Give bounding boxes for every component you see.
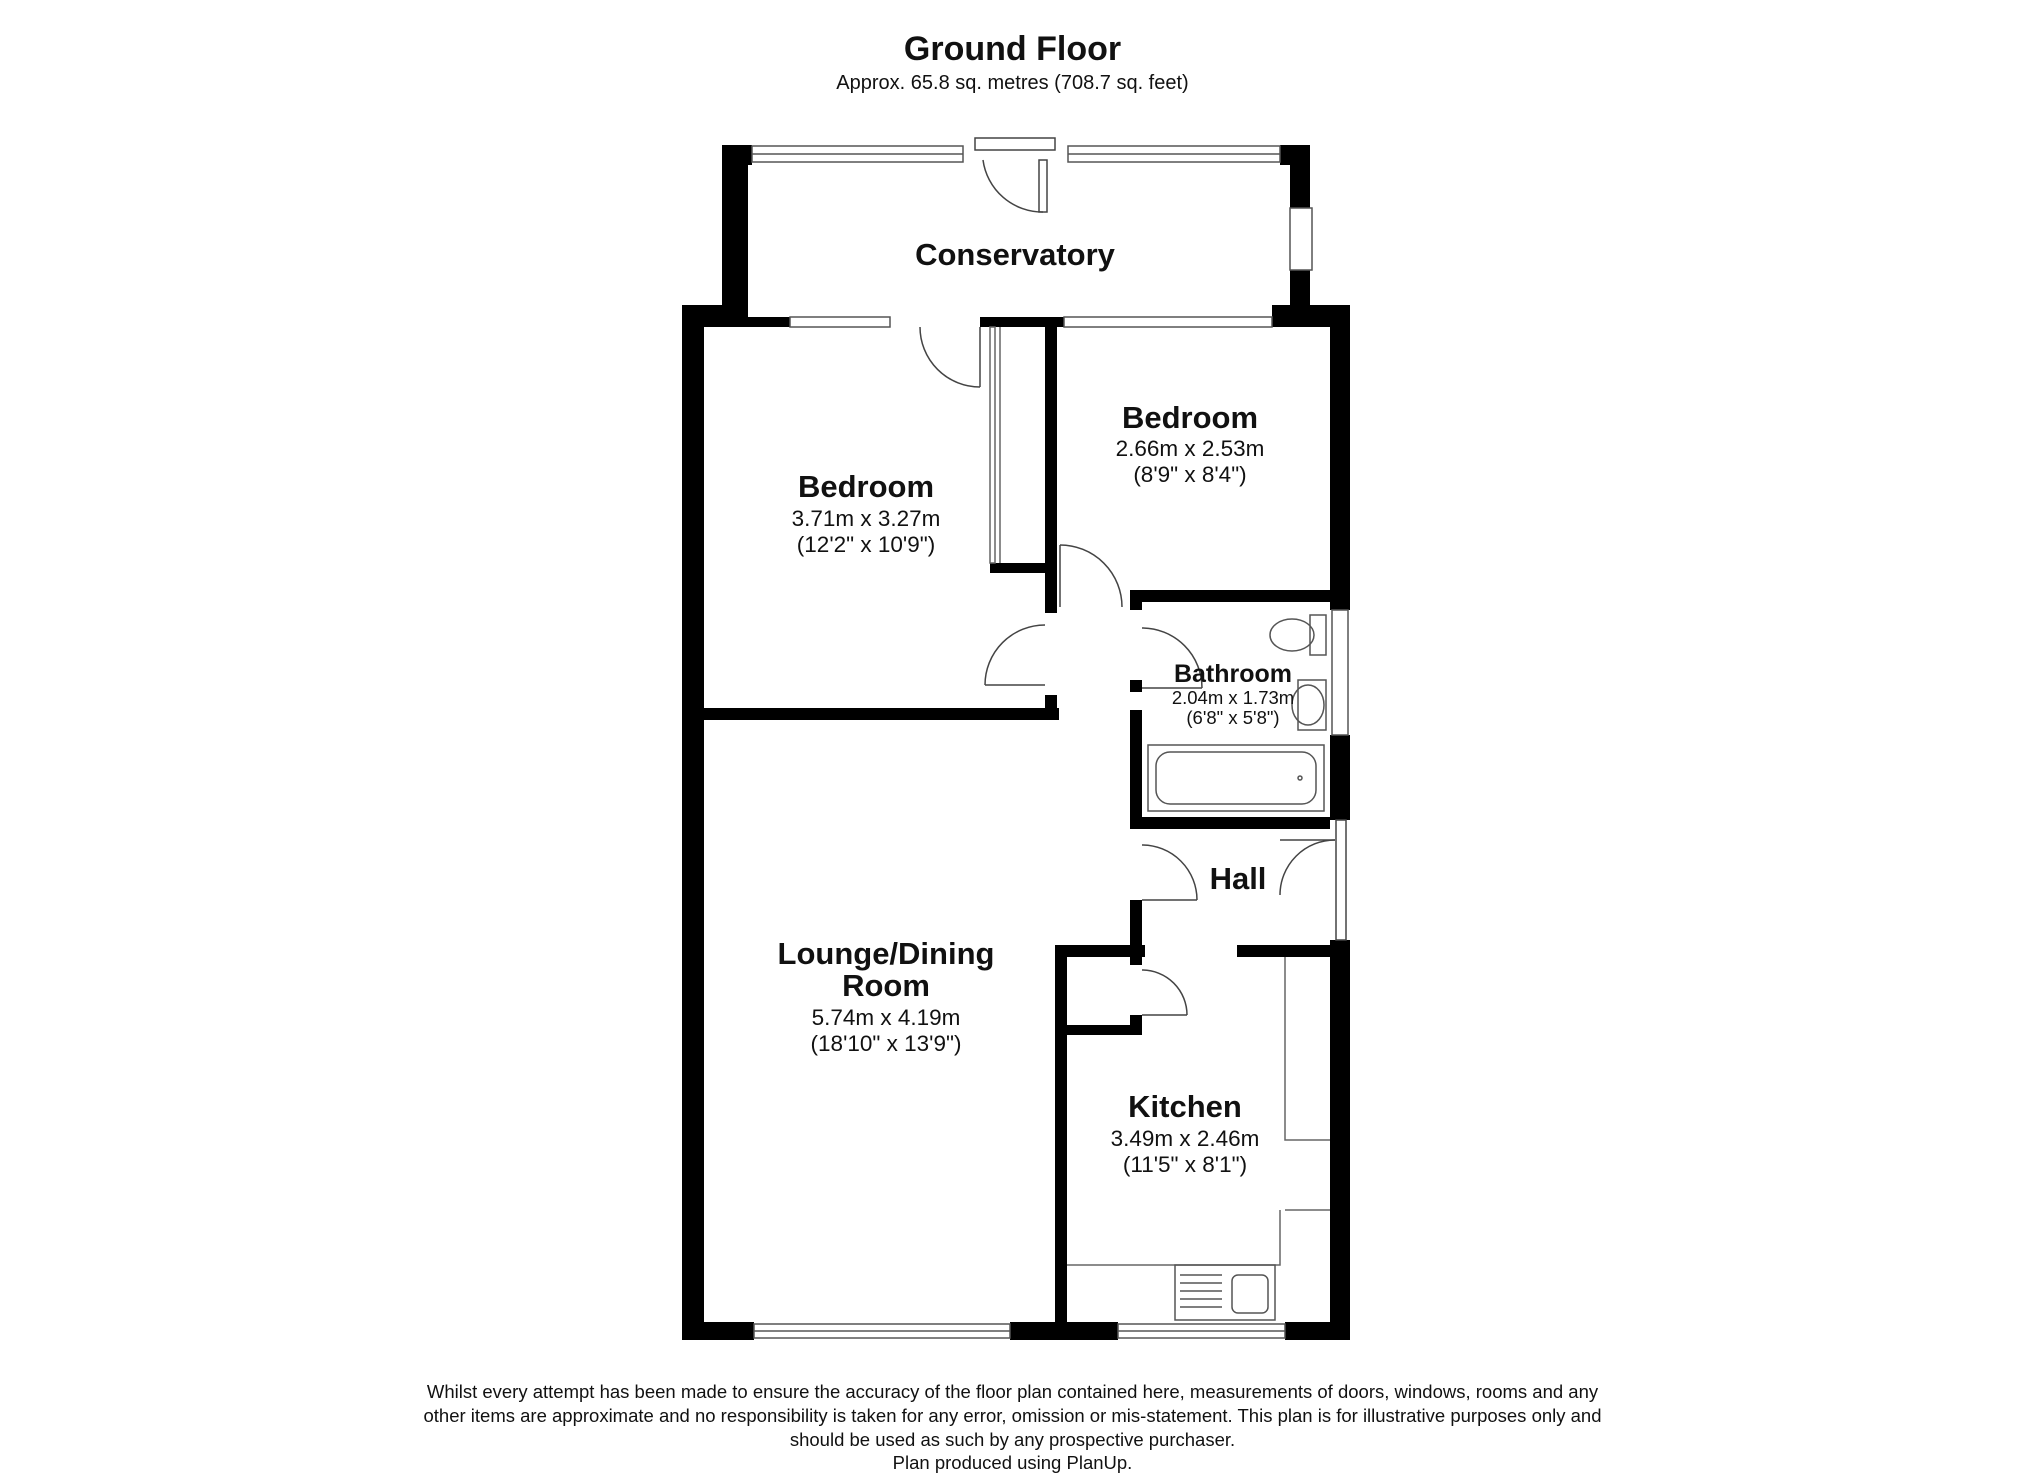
floor-area: Approx. 65.8 sq. metres (708.7 sq. feet): [836, 72, 1189, 94]
bathroom-imperial: (6'8" x 5'8"): [1186, 707, 1280, 728]
bathroom-metric: 2.04m x 1.73m: [1171, 687, 1295, 708]
lounge-window-bottom: [754, 1324, 1010, 1338]
conservatory-window-right: [1068, 146, 1280, 162]
bedroom2-door: [1060, 545, 1122, 607]
bathroom-label: Bathroom: [1173, 660, 1293, 688]
disclaimer-line-3: should be used as such by any prospective purchaser.: [789, 1429, 1236, 1450]
bedroom-door-hall: [985, 625, 1045, 685]
wardrobe: [990, 327, 1000, 563]
cupboard-door: [1142, 970, 1187, 1015]
hall-label: Hall: [1209, 861, 1267, 896]
floor-title: Ground Floor: [903, 30, 1122, 68]
lounge-label-line2: Room: [842, 968, 930, 1003]
plan-credit: Plan produced using PlanUp.: [892, 1452, 1133, 1473]
wash-basin: [1292, 680, 1326, 730]
bedroom-door-conservatory: [920, 327, 980, 387]
conservatory-label: Conservatory: [915, 237, 1115, 272]
kitchen-window-bottom: [1118, 1324, 1285, 1338]
conservatory-walls: [722, 145, 1310, 318]
bedroom-window-top: [790, 317, 890, 327]
kitchen-imperial: (11'5" x 8'1"): [1122, 1152, 1248, 1177]
bedroom-left-metric: 3.71m x 3.27m: [791, 506, 941, 531]
kitchen-metric: 3.49m x 2.46m: [1110, 1126, 1260, 1151]
bathroom-window-side: [1332, 610, 1348, 735]
conservatory-window-side: [1290, 208, 1312, 270]
bedroom-left-label: Bedroom: [797, 469, 935, 504]
bedroom2-window-top: [1064, 317, 1272, 327]
lounge-metric: 5.74m x 4.19m: [811, 1005, 961, 1030]
bedroom-right-label: Bedroom: [1121, 400, 1259, 435]
conservatory-door-top: [975, 138, 1055, 212]
bedroom-right-metric: 2.66m x 2.53m: [1115, 436, 1265, 461]
disclaimer-line-1: Whilst every attempt has been made to ensure the accuracy of the floor plan contained here, measurements of doors, windows, rooms and any: [426, 1381, 1599, 1402]
bedroom-left-imperial: (12'2" x 10'9"): [796, 532, 936, 557]
lounge-label-line1: Lounge/Dining: [777, 936, 995, 971]
kitchen-sink: [1175, 1265, 1275, 1320]
toilet: [1270, 615, 1326, 655]
disclaimer-line-2: other items are approximate and no responsibility is taken for any error, omission or mis-statement. This plan is for illustrative purposes only and: [423, 1405, 1602, 1426]
bathtub: [1148, 745, 1324, 811]
hall-front-door: [1280, 820, 1346, 940]
conservatory-window-left: [752, 146, 963, 162]
bedroom-right-imperial: (8'9" x 8'4"): [1133, 462, 1247, 487]
lounge-imperial: (18'10" x 13'9"): [810, 1031, 962, 1056]
kitchen-label: Kitchen: [1128, 1089, 1242, 1124]
lounge-door: [1142, 845, 1197, 900]
